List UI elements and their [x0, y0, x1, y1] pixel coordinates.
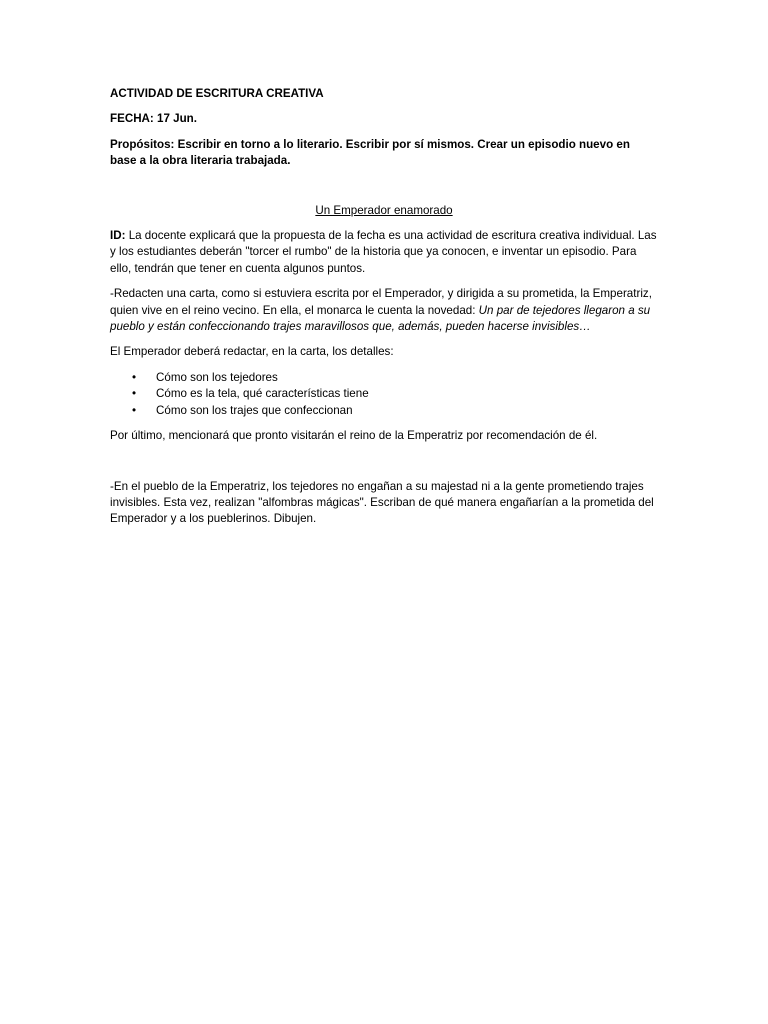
letter-instructions-text: -Redacten una carta, como si estuviera escrita por el Emperador, y dirigida a su prometida, la Emperatriz, quien vive en el reino vecino. En ella, el monarca le cuenta la novedad:: [110, 287, 652, 317]
closing-paragraph: Por último, mencionará que pronto visitarán el reino de la Emperatriz por recomendación de él.: [110, 429, 598, 443]
letter-instructions-paragraph: [110, 286, 658, 335]
bullet-icon: •: [132, 403, 137, 417]
list-item-text: Cómo son los trajes que confeccionan: [156, 403, 353, 417]
id-paragraph: [110, 228, 658, 277]
carpets-paragraph: -En el pueblo de la Emperatriz, los tejedores no engañan a su majestad ni a la gente prometiendo trajes invisibles. Esta vez, realizan "alfombras mágicas". Escriban de qué manera engañarían a la prometida del Emperador y a los pueblerinos. Dibujen.: [110, 479, 654, 526]
document-page: [110, 86, 658, 537]
id-text: La docente explicará que la propuesta de la fecha es una actividad de escritura creativa individual. Las y los estudiantes deberán "torcer el rumbo" de la historia que ya conocen, e inventar un episodio. Para ello, tendrán que tener en cuenta algunos puntos.: [110, 229, 657, 275]
bullet-icon: •: [132, 370, 137, 384]
letter-novelty-italic: Un par de tejedores llegaron a su pueblo y están confeccionando trajes maravillosos que, además, pueden hacerse invisibles…: [110, 303, 651, 334]
document-heading: ACTIVIDAD DE ESCRITURA CREATIVA: [110, 87, 324, 100]
list-item: [110, 403, 658, 419]
date-line: FECHA: 17 Jun.: [110, 112, 197, 126]
list-item-text: Cómo son los tejedores: [156, 370, 278, 384]
id-label: ID:: [110, 229, 126, 243]
list-item-text: Cómo es la tela, qué características tiene: [156, 387, 369, 401]
list-item: [110, 386, 658, 402]
purposes-paragraph: Propósitos: Escribir en torno a lo literario. Escribir por sí mismos. Crear un episodio nuevo en base a la obra literaria trabajada.: [110, 137, 630, 168]
paragraph-spacer: [110, 454, 658, 479]
list-item: [110, 370, 658, 386]
details-list: [110, 370, 658, 419]
story-title: Un Emperador enamorado: [315, 203, 453, 217]
details-intro-paragraph: El Emperador deberá redactar, en la carta, los detalles:: [110, 345, 394, 359]
bullet-icon: •: [132, 387, 137, 401]
